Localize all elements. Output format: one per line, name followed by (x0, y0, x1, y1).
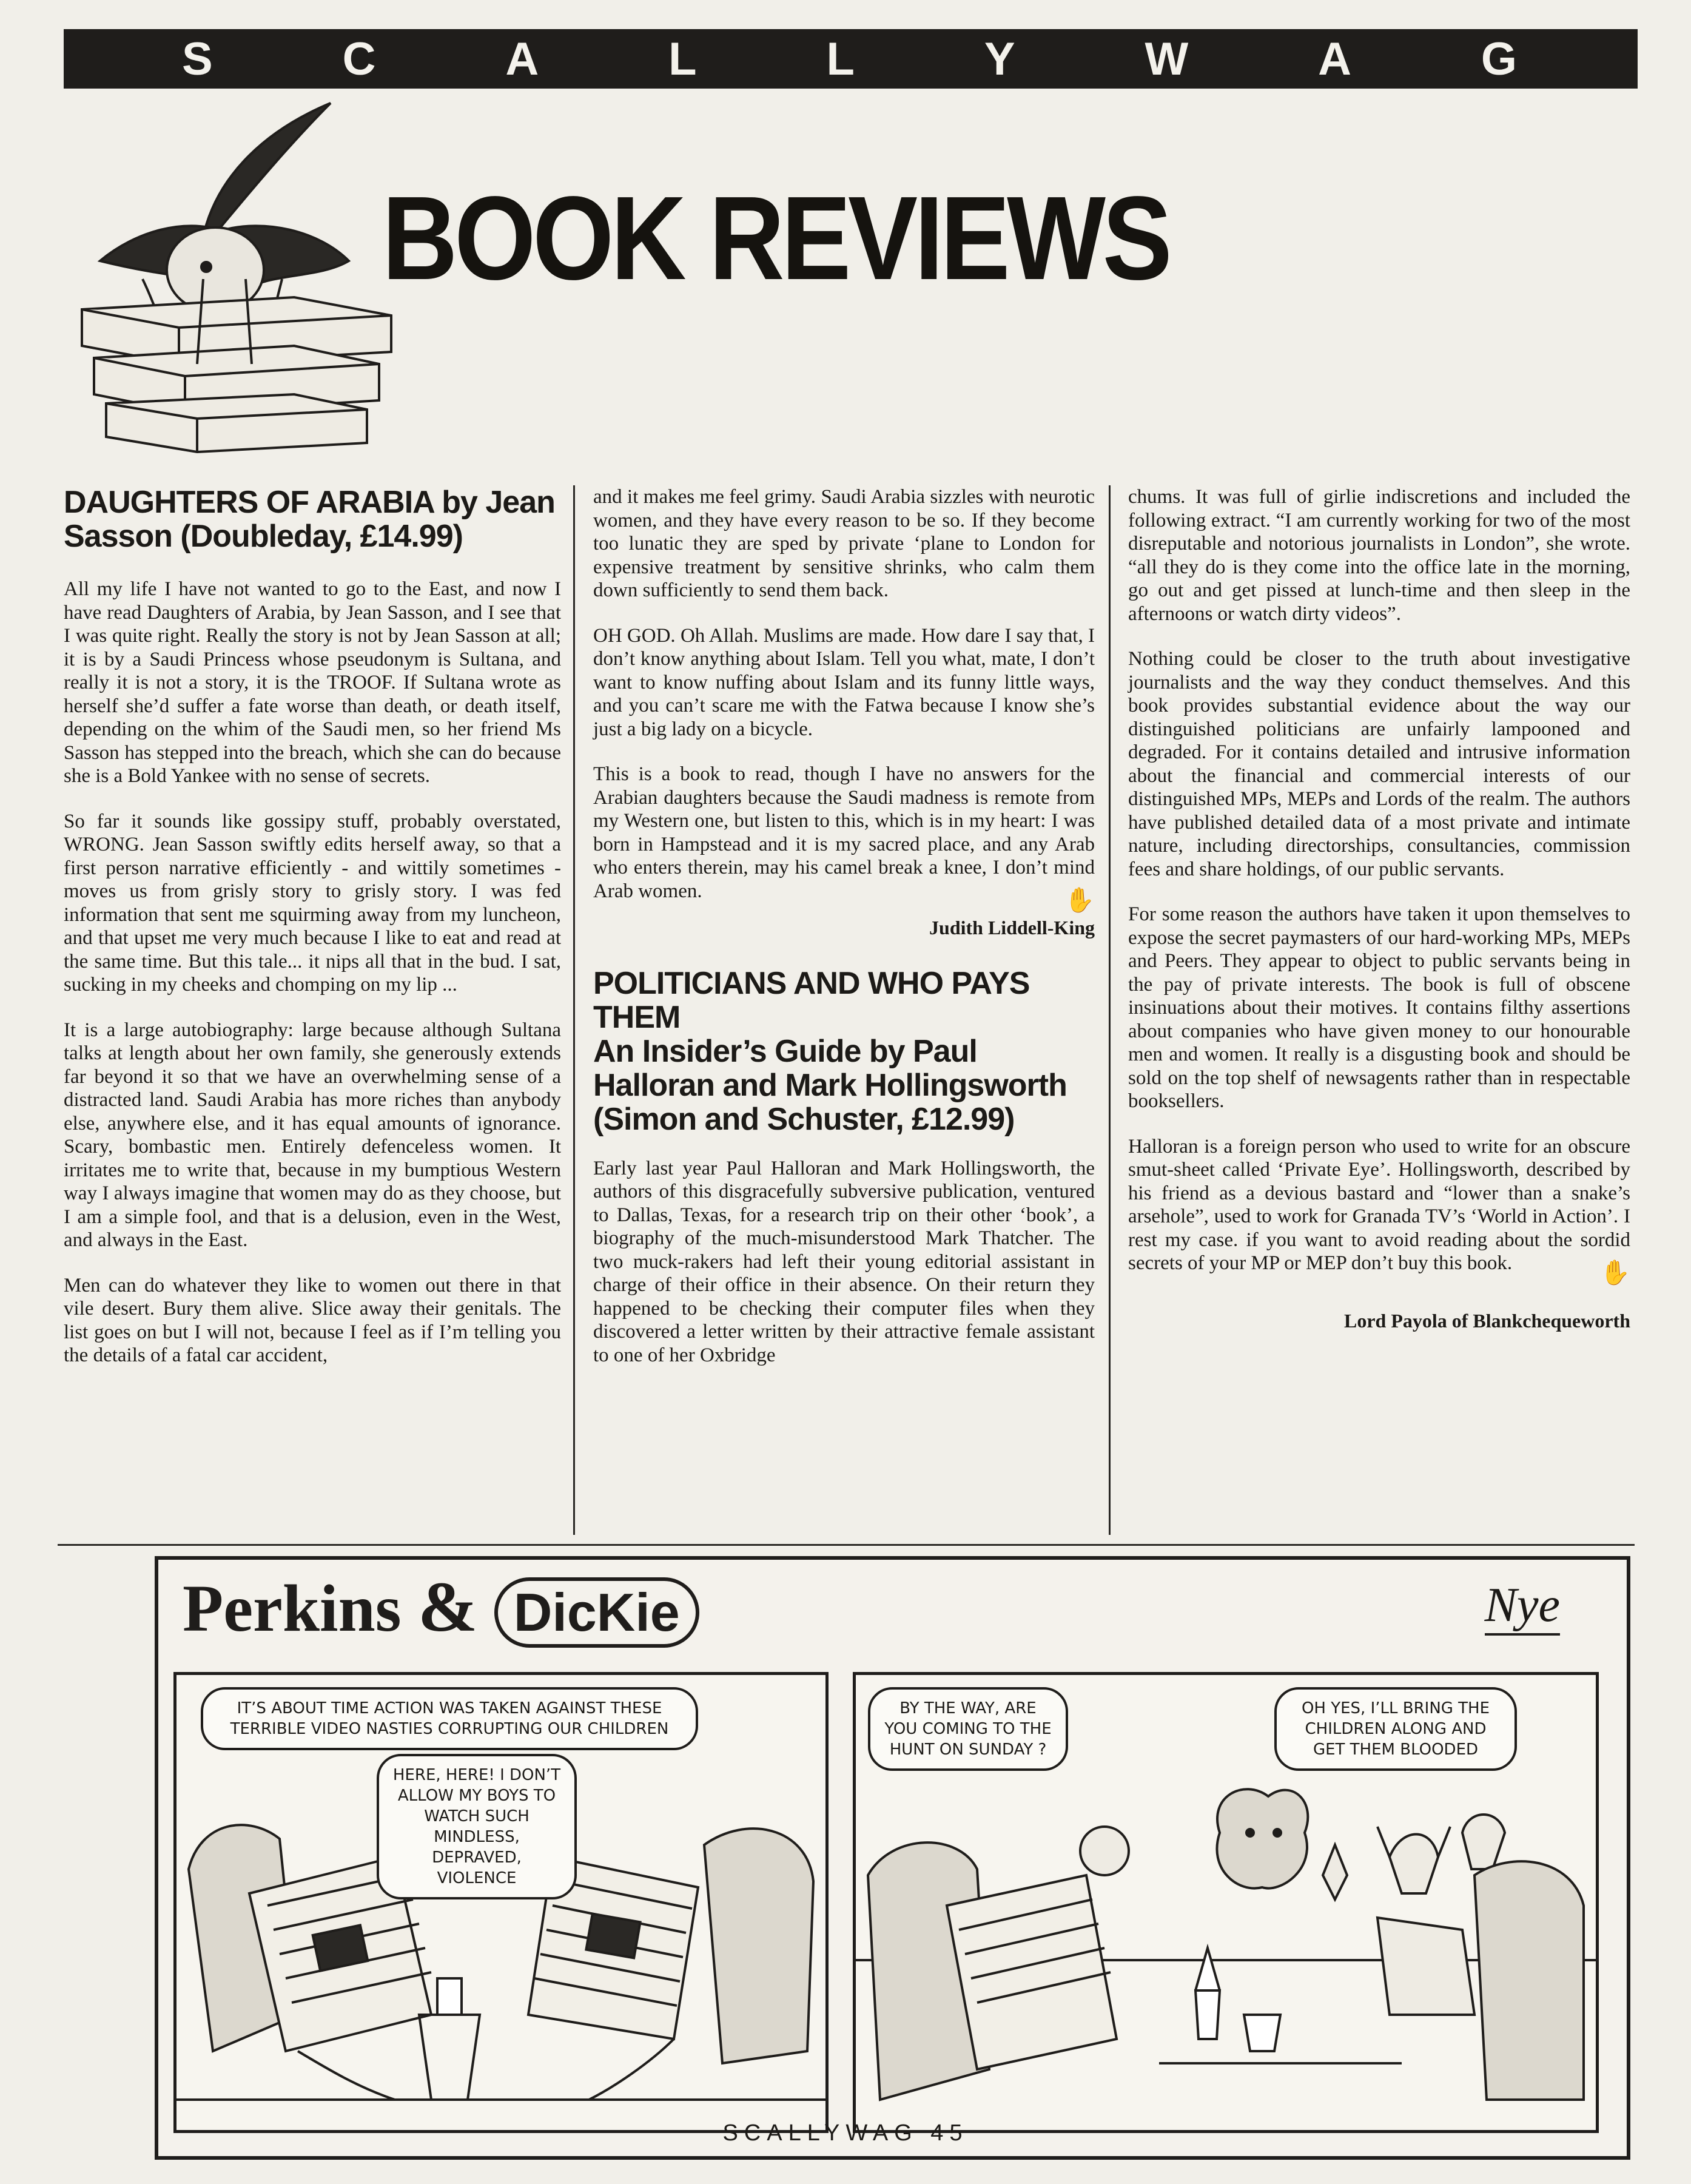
review-2-headline (593, 966, 1095, 1136)
review-2-paragraph: Halloran is a foreign person who used to write for an obscure smut-sheet called ‘Private Eye’. Hollingsworth, described by his friend as a devious bastard and “lower than a snake’s arsehole”, used to work for Granada TV’s ‘World in Action’. I rest my case. if you want to avoid reading about the sordid secrets of your MP or MEP don’t buy this book. (1128, 1135, 1630, 1274)
masthead-letter: C (342, 33, 378, 85)
review-1-signoff: Judith Liddell-King (929, 917, 1095, 939)
review-2-byline: An Insider’s Guide by Paul Halloran and Mark Hollingsworth (Simon and Schuster, £12.99) (593, 1033, 1067, 1137)
review-1-paragraph: This is a book to read, though I have no answers for the Arabian daughters because the Saudi madness is remote from my Western one, but listen to this, which is in my heart: I was born in Hampstead and it is my sacred place, and any Arab who enters therein, may his camel break a knee, I don’t mind Arab women. (593, 763, 1095, 902)
comic-panel-1 (173, 1672, 829, 2133)
column-2 (593, 485, 1095, 1535)
review-1-byline: by Jean Sasson (Doubleday, £14.99) (64, 485, 555, 554)
masthead-letter: A (505, 33, 542, 85)
review-1-headline (64, 485, 561, 553)
review-2-paragraph: chums. It was full of girlie indiscretions and included the following extract. “I am currently working for two of the most disreputable and notorious journalists in London”, she wrote. “all they do is they come into the office late in the morning, go out and get pissed at lunch-time and then sleep in the afternoons or watch dirty videos”. (1128, 486, 1630, 625)
hand-icon: ✋ (1064, 886, 1095, 914)
review-1-paragraph: It is a large autobiography: large because although Sultana talks at length about her own family, she generously extends far beyond it so that we have an overwhelming sense of a distracted land. Saudi Arabia has more riches than anybody else, anywhere else, and it has equal amounts of ignorance. Scary, bombastic men. Entirely defenceless women. It irritates me to write that, because in my bumptious Western way I always imagine that women may do as they choose, but I am a simple fool, and that is a delusion, even in the West, and always in the East. (64, 1019, 561, 1251)
review-1-paragraph: All my life I have not wanted to go to the East, and now I have read Daughters of Arabia, by Jean Sasson, and I see that I was quite right. Really the story is not by Jean Sasson at all; it is by a Saudi Princess whose pseudonym is Sultana, and really it is not a story, it is the TROOF. If Sultana wrote as herself she’d suffer a fate worse than death, or death itself, depending on the whim of the Saudi men, so her friend Ms Sasson has stepped into the breach, which she can do because she is a Bold Yankee with no sense of secrets. (64, 578, 561, 787)
column-rule (573, 485, 575, 1535)
comic-title-ampersand: & (418, 1567, 478, 1646)
column-3 (1128, 485, 1630, 1535)
comic-strip (155, 1556, 1630, 2160)
comic-title-perkins: Perkins (183, 1571, 402, 1645)
column-1 (64, 485, 561, 1535)
masthead-letter: L (826, 33, 857, 85)
page-folio: SCALLYWAG 45 (722, 2120, 969, 2146)
masthead-bar (64, 29, 1638, 89)
masthead-letter: A (1318, 33, 1354, 85)
comic-title (183, 1567, 699, 1648)
review-2-paragraph: Early last year Paul Halloran and Mark Hollingsworth, the authors of this disgracefully subversive publication, ventured to Dallas, Texas, for a research trip on their other ‘book’, a biography of the much-misunderstood Mark Thatcher. The two muck-rakers had left their young editorial assistant in charge of their office in their absence. On their return they happened to be checking their computer files when they discovered a letter written by their attractive female assistant to one of her Oxbridge (593, 1157, 1095, 1366)
masthead-letter: L (668, 33, 699, 85)
book-stack (82, 279, 391, 452)
review-1-paragraph: So far it sounds like gossipy stuff, probably overstated, WRONG. Jean Sasson swiftly edits herself away, so that a first person narrative efficiently - and wittily sometimes - moves us from grisly story to grisly story. I was fed information that sent me squirming away from my luncheon, and that upset me very much because I like to eat and read at the same time. But this tale... it nips all that in the bud. I sat, sucking in my cheeks and chomping on my lip ... (64, 810, 561, 996)
comic-panel-2 (853, 1672, 1599, 2133)
hand-icon: ✋ (1600, 1258, 1630, 1286)
masthead-letter: Y (984, 33, 1018, 85)
speech-bubble: IT’S ABOUT TIME ACTION WAS TAKEN AGAINST THESE TERRIBLE VIDEO NASTIES CORRUPTING OUR CHILDREN (201, 1687, 698, 1750)
speech-bubble: HERE, HERE! I DON’T ALLOW MY BOYS TO WATCH SUCH MINDLESS, DEPRAVED, VIOLENCE (377, 1754, 577, 1899)
review-1-paragraph: Men can do whatever they like to women out there in that vile desert. Bury them alive. Slice away their genitals. The list goes on but I will not, because I feel as if I’m telling you the details of a fatal car accident, (64, 1274, 561, 1366)
page-title: BOOK REVIEWS (382, 172, 1169, 305)
review-1-paragraph: and it makes me feel grimy. Saudi Arabia sizzles with neurotic women, and they have every reason to be so. If they become too lunatic they are sped by private ‘plane to London for expensive treatment by sensitive shrinks, who calm them down sufficiently to send them back. (593, 486, 1095, 601)
masthead-letter: S (181, 33, 215, 85)
review-2-title: POLITICIANS AND WHO PAYS THEM (593, 965, 1030, 1035)
review-2-paragraph: For some reason the authors have taken it upon themselves to expose the secret paymasters of our hard-working MPs, MEPs and Peers. They appear to object to public servants being in the pay of private interests. The book is full of obscene insinuations about their motives. It contains filthy assertions about companies who have given money to our honourable men and women. It really is a disgusting book and should be sold on the top shelf of newsagents rather than in respectable booksellers. (1128, 903, 1630, 1112)
masthead-letter: W (1145, 33, 1191, 85)
speech-bubble: BY THE WAY, ARE YOU COMING TO THE HUNT ON SUNDAY ? (868, 1687, 1068, 1771)
review-2-signoff: Lord Payola of Blankchequeworth (1343, 1309, 1630, 1332)
review-1-paragraph: OH GOD. Oh Allah. Muslims are made. How dare I say that, I don’t know anything about Islam. Tell you what, mate, I don’t want to know nuffing about Islam and its funny little ways, and you can’t scare me with the Fatwa because I know she’s just a big lady on a bicycle. (593, 624, 1095, 740)
column-rule (1109, 485, 1111, 1535)
speech-bubble: OH YES, I’LL BRING THE CHILDREN ALONG AND GET THEM BLOODED (1274, 1687, 1517, 1771)
section-rule (58, 1544, 1635, 1546)
review-1-title: DAUGHTERS OF ARABIA (64, 485, 434, 520)
books-quill-illustration (64, 97, 409, 461)
review-2-paragraph: Nothing could be closer to the truth about investigative journalists and the way they conduct themselves. And this book provides substantial evidence about the way our distinguished politicians are unfairly lampooned and degraded. For it contains detailed and intrusive information about the financial and commercial interests of our distinguished MPs, MEPs and Lords of the realm. The authors have published detailed data of a most private and intimate nature, including directorships, consultancies, commission fees and share holdings, of our public servants. (1128, 648, 1630, 880)
comic-title-dickie: DicKie (494, 1577, 699, 1648)
masthead-letter: G (1481, 33, 1520, 85)
artist-signature: Nye (1485, 1578, 1560, 1636)
